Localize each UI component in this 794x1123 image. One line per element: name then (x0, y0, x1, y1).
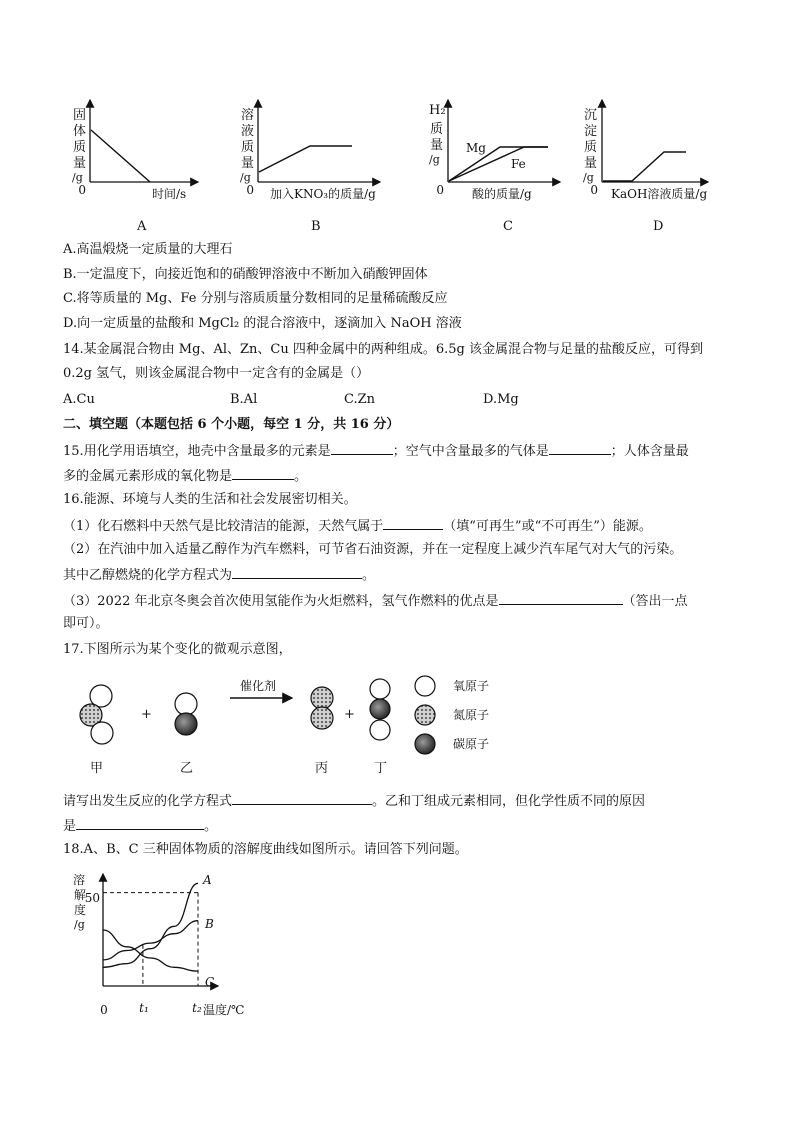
svg-text:/g: /g (429, 153, 440, 166)
graph-a-letter: A (137, 219, 147, 234)
q13-graphs (0, 90, 794, 235)
graph-c-letter: C (503, 219, 513, 234)
graph-b (240, 100, 380, 234)
svg-text:/g: /g (240, 171, 251, 184)
x-tick-t1: t₁ (139, 1001, 149, 1015)
q16-sub1 (63, 515, 652, 537)
svg-text:H₂: H₂ (429, 103, 446, 118)
graph-a-origin: 0 (78, 183, 86, 197)
q16-sub2-line1: （2）在汽油中加入适量乙醇作为汽车燃料，可节省石油资源，并在一定程度上减少汽车尾气对大气的污染。 (63, 542, 683, 557)
svg-text:/g: /g (74, 918, 85, 931)
svg-text:度: 度 (74, 903, 87, 917)
q17-blank-1[interactable] (232, 790, 372, 805)
q16-blank-2[interactable] (232, 564, 362, 579)
q15-line1 (63, 440, 689, 462)
graph-c-series-fe: Fe (511, 157, 526, 171)
graph-c-origin: 0 (436, 183, 444, 197)
svg-text:解: 解 (74, 888, 87, 902)
q16-sub3-text-a: （3）2022 年北京冬奥会首次使用氢能作为火炬燃料，氢气作燃料的优点是 (63, 594, 499, 609)
graph-d (583, 100, 708, 234)
svg-text:淀: 淀 (584, 124, 598, 139)
graph-b-curve (259, 146, 352, 172)
svg-text:液: 液 (241, 124, 255, 139)
svg-text:质: 质 (430, 122, 444, 137)
section-2-heading: 二、填空题（本题包括 6 个小题，每空 1 分，共 16 分） (63, 417, 400, 432)
graph-a-ylabel (72, 108, 86, 184)
molecule-yi (175, 693, 197, 735)
graph-c-fe-curve (449, 147, 548, 181)
svg-text:/g: /g (583, 171, 594, 184)
graph-d-xlabel: KaOH溶液质量/g (611, 187, 708, 201)
graph-b-xlabel: 加入KNO₃的质量/g (270, 187, 376, 201)
q17-ask-line1 (63, 790, 645, 812)
molecule-jia (80, 685, 113, 744)
q17-ask-line2 (63, 815, 217, 837)
graph-d-curve (603, 152, 686, 181)
q13-option-d: D.向一定质量的盐酸和 MgCl₂ 的混合溶液中，逐滴加入 NaOH 溶液 (63, 316, 462, 331)
q15-blank-1[interactable] (331, 440, 393, 455)
q17-micro-diagram (0, 668, 794, 780)
svg-text:溶: 溶 (73, 873, 86, 887)
q16-blank-3[interactable] (499, 590, 623, 605)
curve-a (103, 883, 198, 967)
name-yi: 乙 (180, 761, 194, 776)
graph-c-ylabel (429, 103, 446, 166)
y-tick-50: 50 (84, 891, 100, 905)
q16-blank-1[interactable] (383, 515, 443, 530)
name-ding: 丁 (374, 761, 388, 776)
q14-stem-line1: 14.某金属混合物由 Mg、Al、Zn、Cu 四种金属中的两种组成。6.5g 该金属混合物与足量的盐酸反应，可得到 (63, 342, 703, 357)
q16-sub2-text-b: 其中乙醇燃烧的化学方程式为 (63, 568, 233, 583)
svg-text:体: 体 (73, 124, 87, 139)
chart-xlabel: 温度/℃ (203, 1003, 245, 1017)
svg-text:/g: /g (72, 171, 83, 184)
legend-oxygen-swatch (415, 676, 435, 696)
q16-sub2-text-c: 。 (362, 568, 376, 583)
graph-a-xlabel: 时间/s (152, 187, 187, 201)
graph-d-ylabel (583, 108, 597, 184)
graph-c-mg-curve (449, 147, 548, 181)
q18-stem: 18.A、B、C 三种固体物质的溶解度曲线如图所示。请回答下列问题。 (63, 842, 468, 857)
q17-stem: 17.下图所示为某个变化的微观示意图， (63, 642, 292, 657)
q16-sub2-line2 (63, 564, 375, 586)
svg-text:质: 质 (73, 140, 87, 155)
legend (415, 676, 489, 754)
q15-text-5: 。 (294, 469, 308, 484)
chart-origin: 0 (100, 1003, 108, 1017)
legend-carbon-swatch (415, 734, 435, 754)
q13-option-b: B.一定温度下，向接近饱和的硝酸钾溶液中不断加入硝酸钾固体 (63, 267, 428, 282)
graph-c (429, 100, 560, 234)
q15-text-4: 多的金属元素形成的氧化物是 (63, 469, 233, 484)
q17-blank-2[interactable] (76, 815, 204, 830)
name-bing: 丙 (315, 761, 329, 776)
q14-stem-line2: 0.2g 氢气，则该金属混合物中一定含有的金属是（） (63, 366, 370, 381)
curve-label-b: B (205, 917, 214, 931)
q16-sub3-text-b: （答出一点 (622, 594, 688, 609)
svg-text:量: 量 (584, 156, 598, 171)
svg-text:溶: 溶 (241, 108, 255, 123)
legend-carbon: 碳原子 (453, 737, 490, 751)
svg-text:沉: 沉 (584, 108, 598, 123)
svg-text:质: 质 (584, 140, 598, 155)
q15-text-3: ；人体含量最 (610, 444, 689, 459)
q13-option-c: C.将等质量的 Mg、Fe 分别与溶质质量分数相同的足量稀硫酸反应 (63, 291, 448, 306)
q14-option-a: A.Cu (63, 392, 95, 407)
name-jia: 甲 (90, 761, 104, 776)
graph-c-xlabel: 酸的质量/g (472, 187, 532, 201)
q16-sub3-line1 (63, 590, 688, 612)
q16-sub3-line2: 即可）。 (63, 616, 109, 631)
q15-blank-2[interactable] (549, 440, 611, 455)
curve-b (103, 921, 198, 960)
graph-b-ylabel (240, 107, 254, 184)
graph-a-curve (91, 130, 150, 182)
svg-text:质: 质 (241, 140, 255, 155)
q15-text-2: ；空气中含量最多的气体是 (392, 444, 549, 459)
q15-text-1: 15.用化学用语填空，地壳中含量最多的元素是 (63, 444, 331, 459)
q17-ask-text-4: 。 (204, 819, 218, 834)
q17-ask-text-2: 。乙和丁组成元素相同，但化学性质不同的原因 (372, 794, 646, 809)
graph-a (72, 100, 198, 234)
q14-option-c: C.Zn (344, 392, 376, 407)
q15-line2 (63, 465, 307, 487)
curve-label-a: A (203, 873, 212, 887)
molecule-bing (311, 687, 333, 729)
svg-text:固: 固 (73, 108, 87, 123)
legend-nitrogen: 氮原子 (453, 708, 490, 722)
q16-sub1-text-a: （1）化石燃料中天然气是比较清洁的能源，天然气属于 (63, 519, 384, 534)
q14-option-d: D.Mg (483, 392, 519, 407)
molecule-ding (370, 679, 390, 740)
legend-oxygen: 氧原子 (453, 679, 490, 693)
q16-sub1-text-b: （填“可再生”或“不可再生”）能源。 (443, 519, 652, 534)
plus-2: + (344, 707, 355, 722)
catalyst-label: 催化剂 (240, 679, 277, 693)
legend-nitrogen-swatch (415, 705, 435, 725)
q13-option-a: A.高温煅烧一定质量的大理石 (63, 242, 233, 257)
solubility-chart (0, 868, 300, 1028)
q14-option-b: B.Al (230, 392, 258, 407)
curve-label-c: C (205, 975, 215, 989)
graph-b-letter: B (311, 219, 321, 234)
svg-text:量: 量 (430, 138, 444, 153)
graph-c-series-mg: Mg (466, 141, 486, 155)
q16-stem: 16.能源、环境与人类的生活和社会发展密切相关。 (63, 492, 357, 507)
plus-1: + (141, 707, 152, 722)
graph-b-origin: 0 (246, 183, 254, 197)
x-tick-t2: t₂ (192, 1001, 202, 1015)
q17-ask-text-3: 是 (63, 819, 77, 834)
svg-text:量: 量 (241, 156, 255, 171)
graph-d-letter: D (653, 219, 664, 234)
q17-ask-text-1: 请写出发生反应的化学方程式 (63, 794, 233, 809)
graph-d-origin: 0 (590, 183, 598, 197)
q15-blank-3[interactable] (232, 465, 294, 480)
svg-text:量: 量 (73, 156, 87, 171)
